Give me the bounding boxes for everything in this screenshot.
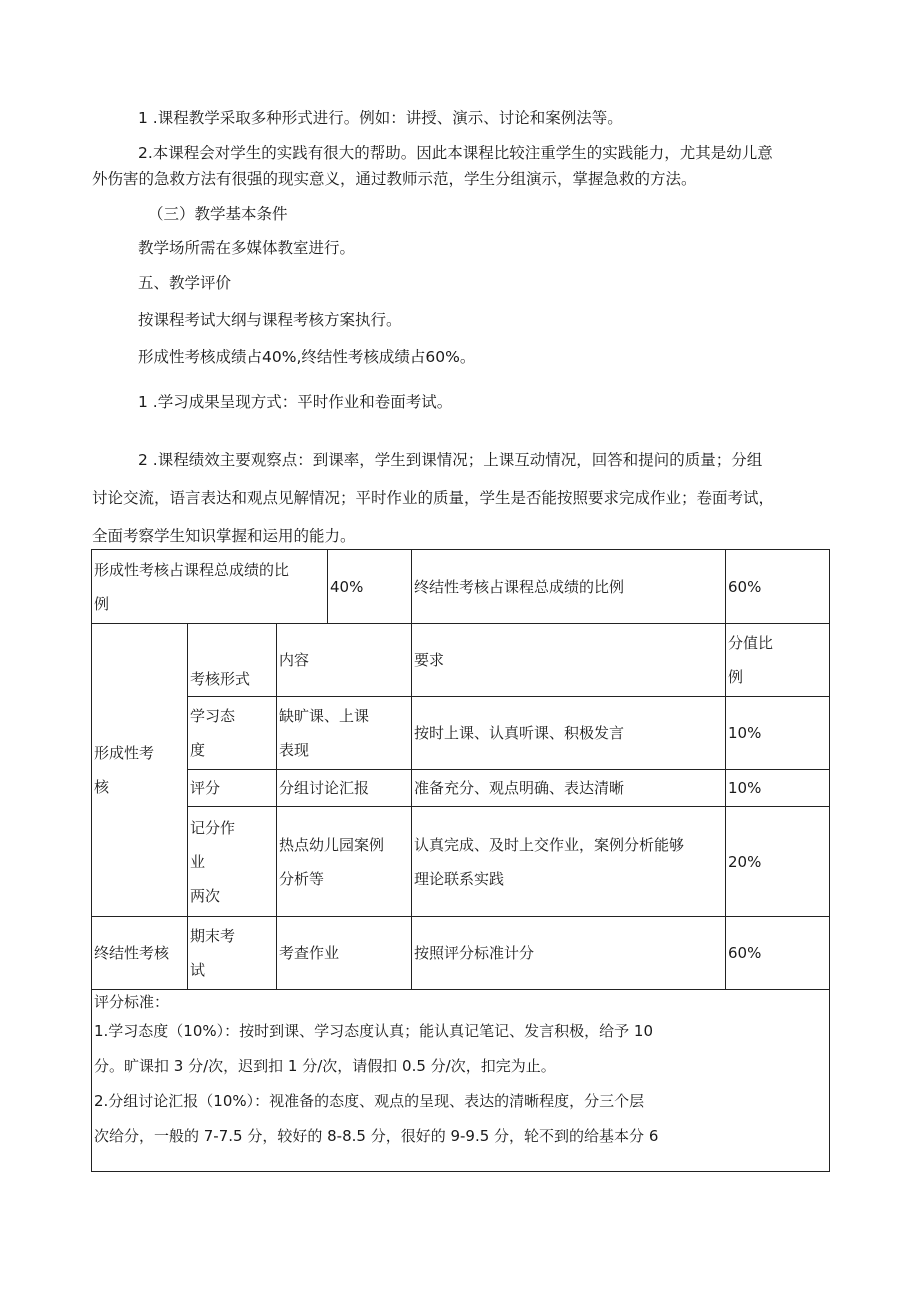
cell-weight: 60% [726,917,830,990]
summative-group-label: 终结性考核 [92,917,188,990]
grading-criteria [92,990,830,1172]
table-row [92,550,830,624]
cell-form: 记分作 业 两次 [188,807,277,917]
cell-requirement: 按时上课、认真听课、积极发言 [412,697,726,770]
criteria-line: 次给分，一般的 7-7.5 分，较好的 8-8.5 分，很好的 9-9.5 分，轮不到的给基本分 6 [94,1127,659,1145]
criteria-line: 分。旷课扣 3 分/次，迟到扣 1 分/次，请假扣 0.5 分/次，扣完为止。 [94,1057,556,1075]
column-header-form: 考核形式 [188,624,277,697]
criteria-line: 2.分组讨论汇报（10%）：视准备的态度、观点的呈现、表达的清晰程度，分三个层 [94,1092,645,1110]
column-header-requirement: 要求 [412,624,726,697]
paragraph-line: 2 .课程绩效主要观察点：到课率，学生到课情况；上课互动情况，回答和提问的质量；分组 [138,451,763,469]
table-row [92,917,830,990]
cell-form: 评分 [188,770,277,807]
criteria-line: 1.学习态度（10%）：按时到课、学习态度认真；能认真记笔记、发言积极，给予 10 [94,1022,654,1040]
paragraph-item2 [92,441,836,555]
cell-weight: 20% [726,807,830,917]
paragraph-eval-basis: 按课程考试大纲与课程考核方案执行。 [138,311,402,329]
paragraph-teaching-methods: 1 .课程教学采取多种形式进行。例如：讲授、演示、讨论和案例法等。 [138,109,623,127]
paragraph-line: 外伤害的急救方法有很强的现实意义，通过教师示范，学生分组演示，掌握急救的方法。 [92,170,697,188]
paragraph-line: 讨论交流，语言表达和观点见解情况；平时作业的质量，学生是否能按照要求完成作业；卷面考试， [92,489,775,507]
table-row [92,624,830,697]
table-row [92,697,830,770]
paragraph-line: 2.本课程会对学生的实践有很大的帮助。因此本课程比较注重学生的实践能力，尤其是幼儿意 [138,144,773,162]
table-row [92,807,830,917]
table-row [92,770,830,807]
paragraph-line: 全面考察学生知识掌握和运用的能力。 [92,527,356,545]
formative-ratio-label: 形成性考核占课程总成绩的比 例 [92,550,328,624]
cell-form: 学习态 度 [188,697,277,770]
evaluation-table [91,549,830,1172]
cell-content: 热点幼儿园案例 分析等 [277,807,412,917]
column-header-content: 内容 [277,624,412,697]
formative-group-label: 形成性考 核 [92,624,188,917]
cell-content: 考查作业 [277,917,412,990]
cell-requirement: 按照评分标准计分 [412,917,726,990]
criteria-title: 评分标准： [94,993,170,1011]
paragraph-conditions: 教学场所需在多媒体教室进行。 [138,239,356,257]
paragraph-practice [92,140,836,192]
paragraph-item1: 1 .学习成果呈现方式：平时作业和卷面考试。 [138,393,453,411]
cell-content: 分组讨论汇报 [277,770,412,807]
cell-form: 期末考 试 [188,917,277,990]
cell-requirement: 认真完成、及时上交作业，案例分析能够 理论联系实践 [412,807,726,917]
cell-content: 缺旷课、上课 表现 [277,697,412,770]
table-row [92,990,830,1172]
summative-ratio-value: 60% [726,550,830,624]
paragraph-eval-ratio: 形成性考核成绩占40%,终结性考核成绩占60%。 [138,348,476,366]
summative-ratio-label: 终结性考核占课程总成绩的比例 [412,550,726,624]
formative-ratio-value: 40% [328,550,412,624]
column-header-weight: 分值比 例 [726,624,830,697]
cell-weight: 10% [726,697,830,770]
section-heading-evaluation: 五、教学评价 [138,274,232,292]
cell-requirement: 准备充分、观点明确、表达清晰 [412,770,726,807]
cell-weight: 10% [726,770,830,807]
section-heading-conditions: （三）教学基本条件 [148,205,288,223]
